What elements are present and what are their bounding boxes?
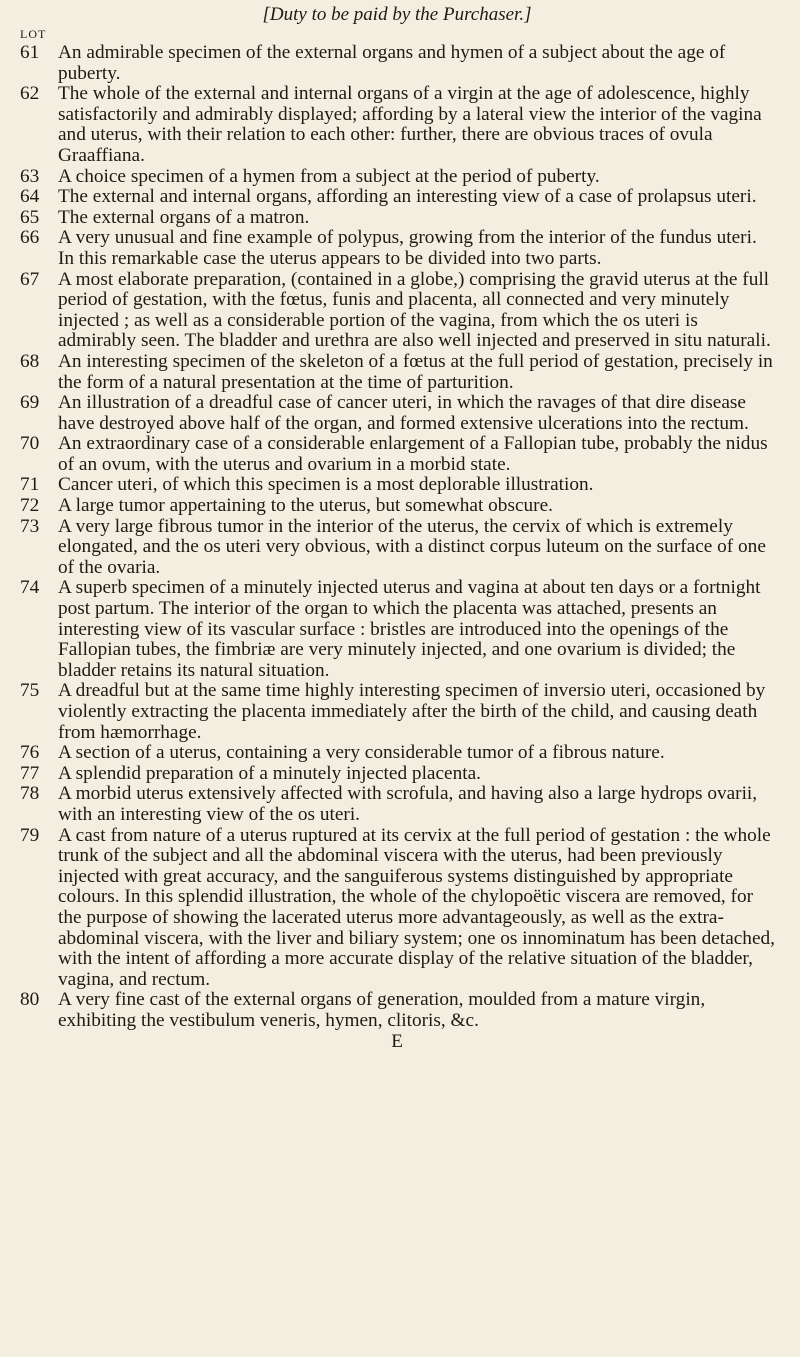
lot-number: 74 — [20, 577, 40, 599]
lot-description: A choice specimen of a hymen from a subject at the period of puberty. — [58, 165, 600, 187]
lot-entry — [18, 208, 776, 229]
lot-description: A morbid uterus extensively affected with scrofula, and having also a large hydrops ovarii, with an interesting view of the os uteri. — [58, 783, 758, 825]
lot-entry — [18, 228, 776, 269]
lot-number: 61 — [20, 42, 40, 63]
lot-description: An illustration of a dreadful case of cancer uteri, in which the ravages of that dire disease have destroyed above half of the organ, and formed extensive ulcerations into the rectum. — [58, 392, 749, 434]
lot-number: 69 — [20, 392, 40, 414]
lot-description: A splendid preparation of a minutely injected placenta. — [58, 762, 481, 784]
lot-description: An extraordinary case of a considerable enlargement of a Fallopian tube, probably the nidus of an ovum, with the uterus and ovarium in a morbid state. — [58, 433, 768, 475]
lot-description: A most elaborate preparation, (contained in a globe,) comprising the gravid uterus at the full period of gestation, with the fœtus, funis and placenta, all connected and very minutely injected ; as well as a considerable portion of the vagina, from which the os uteri is admirably seen. The bladder and urethra are also well injected and preserved in situ naturali. — [58, 268, 771, 352]
lot-description: A section of a uterus, containing a very considerable tumor of a fibrous nature. — [58, 742, 665, 764]
lot-number: 65 — [20, 206, 40, 228]
lot-number: 70 — [20, 433, 40, 455]
lot-description: The external organs of a matron. — [58, 206, 310, 228]
lot-entry — [18, 475, 776, 496]
lot-number: 77 — [20, 762, 40, 784]
lot-entry — [18, 496, 776, 517]
lot-entry — [18, 764, 776, 785]
lot-description: A large tumor appertaining to the uterus, but somewhat obscure. — [58, 495, 553, 517]
lot-description: A superb specimen of a minutely injected uterus and vagina at about ten days or a fortnight post partum. The interior of the organ to which the placenta was attached, presents an interesting view of its vascular surface : bristles are introduced into the openings of the Fallopian tubes, the fimbriæ are very minutely injected, and one ovarium is divided; the bladder retains its natural situation. — [58, 577, 761, 681]
lot-entry — [18, 826, 776, 991]
lot-description: Cancer uteri, of which this specimen is a most deplorable illustration. — [58, 474, 594, 496]
lot-number: 71 — [20, 474, 40, 496]
lot-description: A very large fibrous tumor in the interior of the uterus, the cervix of which is extremely elongated, and the os uteri very obvious, with a distinct corpus luteum on the surface of one of the ovaria. — [58, 515, 766, 578]
lot-description: A very fine cast of the external organs of generation, moulded from a mature virgin, exhibiting the vestibulum veneris, hymen, clitoris, &c. — [58, 989, 706, 1031]
lot-number: 64 — [20, 186, 40, 208]
lot-description: The external and internal organs, affording an interesting view of a case of prolapsus uteri. — [58, 186, 757, 208]
lot-entry — [18, 167, 776, 188]
lot-description: The whole of the external and internal organs of a virgin at the age of adolescence, highly satisfactorily and admirably displayed; affording by a lateral view the interior of the vagina and uterus, with their relation to each other: further, there are obvious traces of ovula Graaffiana. — [58, 83, 762, 166]
lot-entry — [18, 743, 776, 764]
lot-number: 68 — [20, 350, 40, 372]
lot-entry — [18, 393, 776, 434]
lot-entry — [18, 578, 776, 681]
signature-mark: E — [391, 1030, 403, 1052]
lot-entry — [18, 43, 776, 84]
lot-entry — [18, 84, 776, 166]
lot-entry — [18, 434, 776, 475]
lot-number: 62 — [20, 83, 40, 105]
lot-number: 73 — [20, 515, 40, 537]
lot-number: 72 — [20, 495, 40, 517]
lot-entry — [18, 352, 776, 393]
page-header: [Duty to be paid by the Purchaser.] — [262, 4, 532, 25]
lot-description: A cast from nature of a uterus ruptured at its cervix at the full period of gestation : the whole trunk of the subject and all the abdominal viscera with the uterus, had been previously injected with great accuracy, and the sanguiferous systems distinguished by appropriate colours. In this splendid illustration, the whole of the chylopoëtic viscera are removed, for the purpose of showing the lacerated uterus more advantageously, as well as the extra-abdominal viscera, with the liver and biliary system; one os innominatum has been detached, with the intent of affording a more accurate display of the relative situation of the bladder, vagina, and rectum. — [58, 824, 775, 990]
lot-number: 78 — [20, 783, 40, 805]
lot-number: 67 — [20, 268, 40, 290]
lot-entry — [18, 681, 776, 743]
lot-entry — [18, 990, 776, 1031]
lot-column-heading: LOT — [20, 27, 47, 41]
lot-number: 76 — [20, 742, 40, 764]
lot-number: 75 — [20, 680, 40, 702]
lot-description: An interesting specimen of the skeleton of a fœtus at the full period of gestation, precisely in the form of a natural presentation at the time of parturition. — [58, 350, 773, 393]
lot-number: 66 — [20, 227, 40, 249]
lot-description: A dreadful but at the same time highly interesting specimen of inversio uteri, occasioned by violently extracting the placenta immediately after the birth of the child, and causing death from hæmorrhage. — [58, 680, 766, 743]
lot-description: A very unusual and fine example of polypus, growing from the interior of the fundus uteri. In this remarkable case the uterus appears to be divided into two parts. — [58, 227, 757, 269]
lot-list — [18, 43, 776, 1032]
lot-number: 79 — [20, 824, 40, 846]
lot-entry — [18, 784, 776, 825]
lot-entry — [18, 517, 776, 579]
lot-description: An admirable specimen of the external organs and hymen of a subject about the age of puberty. — [58, 42, 726, 84]
lot-entry — [18, 187, 776, 208]
lot-number: 63 — [20, 165, 40, 187]
lot-entry — [18, 270, 776, 352]
lot-number: 80 — [20, 989, 40, 1011]
